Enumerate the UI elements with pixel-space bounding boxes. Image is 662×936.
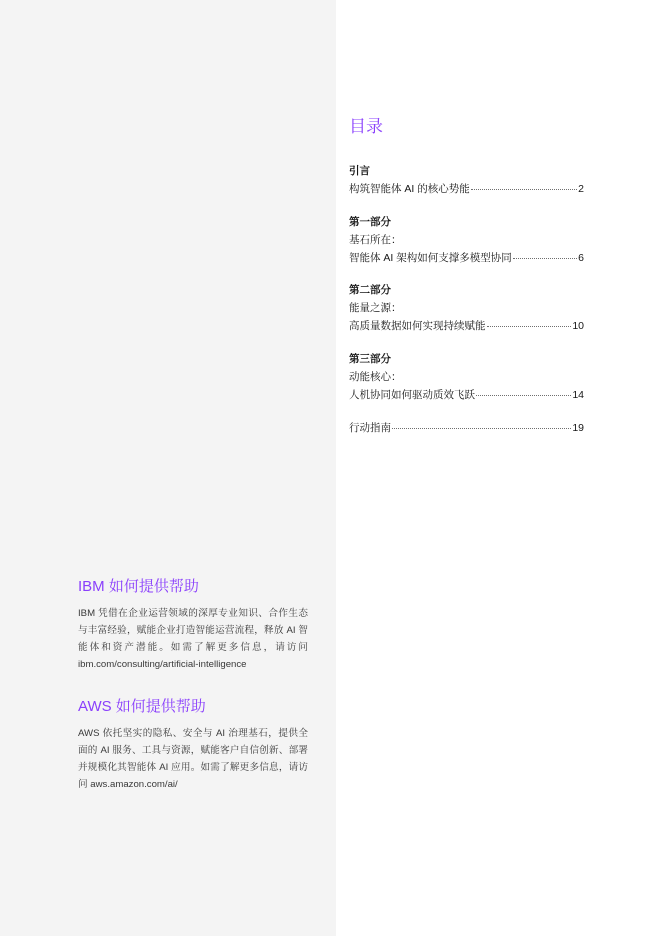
toc-entry-intro[interactable] — [349, 182, 584, 196]
toc-page-number: 6 — [578, 252, 584, 264]
toc-part3-heading-text: 第三部分 — [349, 353, 391, 365]
toc-entry-text: 高质量数据如何实现持续赋能 — [349, 320, 486, 332]
toc-leader-dots — [476, 395, 571, 396]
toc-entry-text: 构筑智能体 AI 的核心势能 — [349, 183, 470, 195]
toc-title: 目录 — [349, 117, 383, 136]
toc-leader-dots — [487, 326, 572, 327]
toc-entry-part3[interactable] — [349, 388, 584, 402]
toc-entry-part2[interactable] — [349, 319, 584, 333]
toc-part1-subtitle — [349, 233, 584, 247]
toc-page-number: 10 — [572, 320, 584, 332]
toc-part3-heading — [349, 352, 584, 366]
toc-page-number: 19 — [572, 422, 584, 434]
ibm-section-title: IBM 如何提供帮助 — [78, 578, 199, 595]
toc-intro-heading-text: 引言 — [349, 165, 370, 177]
toc-part1-heading-text: 第一部分 — [349, 216, 391, 228]
toc-part2-heading — [349, 283, 584, 297]
toc-entry-text: 行动指南 — [349, 422, 391, 434]
toc-page-number: 2 — [578, 183, 584, 195]
toc-entry-text: 人机协同如何驱动质效飞跃 — [349, 389, 475, 401]
ibm-section-body: IBM 凭借在企业运营领域的深厚专业知识、合作生态与丰富经验，赋能企业打造智能运营流程，释放 AI 智能体和资产潜能。如需了解更多信息，请访问 ibm.com/consulting/artificial-intelligence — [78, 608, 308, 670]
toc-leader-dots — [513, 258, 577, 259]
toc-part3-subtitle-text: 动能核心： — [349, 371, 402, 383]
aws-section-title: AWS 如何提供帮助 — [78, 698, 206, 715]
toc-part2-heading-text: 第二部分 — [349, 284, 391, 296]
toc-entry-part1[interactable] — [349, 251, 584, 265]
toc-leader-dots — [392, 428, 571, 429]
toc-entry-text: 智能体 AI 架构如何支撑多模型协同 — [349, 252, 512, 264]
toc-part2-subtitle — [349, 301, 584, 315]
toc-entry-action[interactable] — [349, 421, 584, 435]
toc-leader-dots — [471, 189, 577, 190]
toc-part1-subtitle-text: 基石所在： — [349, 234, 402, 246]
toc-part1-heading — [349, 215, 584, 229]
toc-page-number: 14 — [572, 389, 584, 401]
toc-intro-heading — [349, 164, 584, 178]
toc-part3-subtitle — [349, 370, 584, 384]
right-panel — [336, 0, 662, 936]
aws-section-body: AWS 依托坚实的隐私、安全与 AI 治理基石，提供全面的 AI 服务、工具与资源，赋能客户自信创新、部署并规模化其智能体 AI 应用。如需了解更多信息，请访问 aws.amazon.com/ai/ — [78, 728, 308, 790]
toc-part2-subtitle-text: 能量之源： — [349, 302, 402, 314]
